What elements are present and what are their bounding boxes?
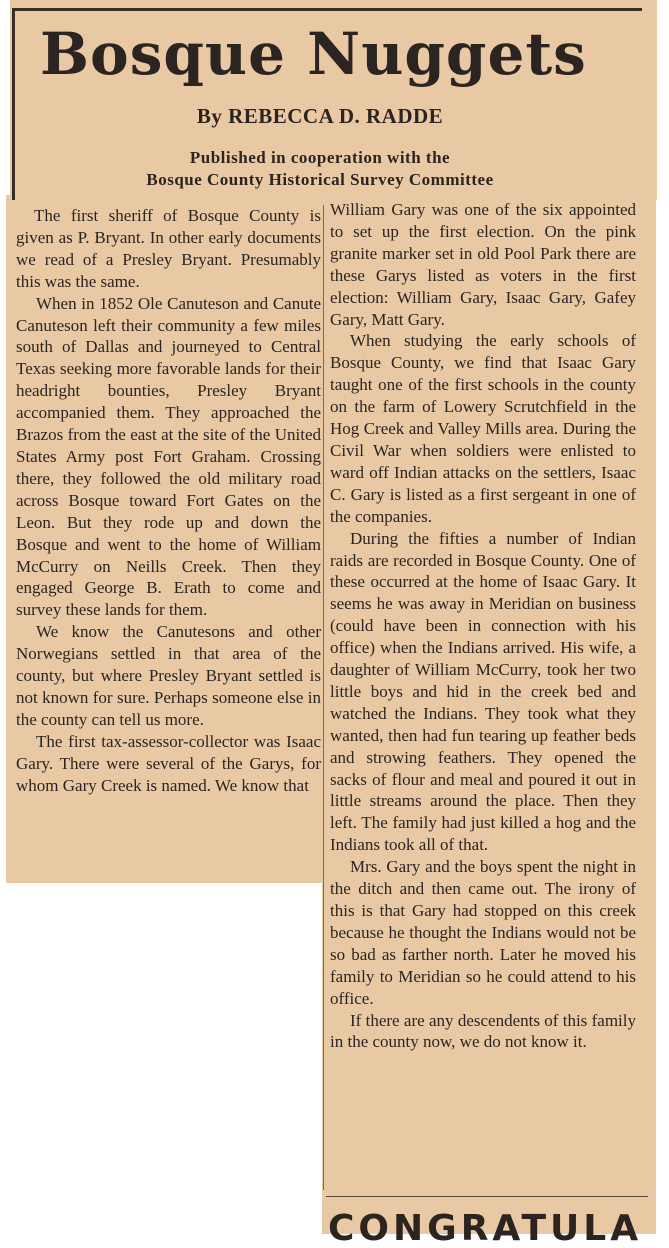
paragraph: The first tax-assessor-collector was Isaac Gary. There were several of the Garys, for whom Gary Creek is named. We know that	[16, 731, 321, 795]
paragraph: During the fifties a number of Indian raids are recorded in Bosque County. One of these occurred at the home of Isaac Gary. It seems he was away in Meridian on business (could have been in connection with his office) when the Indians arrived. His wife, a daughter of William McCurry, took her two little boys and hid in the creek bed and watched the Indians. They took what they wanted, then had fun tearing up feather beds and strowing feathers. They opened the sacks of flour and meal and poured it out in little streams around the place. Then they left. The family had just killed a hog and the Indians took all of that.	[330, 528, 636, 855]
bottom-rule	[326, 1196, 648, 1197]
masthead-title: Bosque Nuggets	[40, 20, 587, 88]
byline: By REBECCA D. RADDE	[196, 104, 444, 128]
paragraph: The first sheriff of Bosque County is given as P. Bryant. In other early documents we read of a Presley Bryant. Presumably this was the same.	[16, 206, 321, 291]
cooperation-line-2: Bosque County Historical Survey Committee	[146, 170, 494, 189]
paragraph: When studying the early schools of Bosque County, we find that Isaac Gary taught one of the first schools in the county on the farm of Lowery Scrutchfield in the Hog Creek and Valley Mills area. During the Civil War when soldiers were enlisted to ward off Indian attacks on the settlers, Isaac C. Gary is listed as a first sergeant in one of the companies.	[330, 331, 636, 526]
paragraph: Mrs. Gary and the boys spent the night in the ditch and then came out. The irony of this is that Gary had stopped on this creek because he thought the Indians would not be so bad as farther north. Later he moved his family to Meridian so he could attend to his office.	[330, 857, 636, 1008]
paragraph: We know the Canutesons and other Norwegians settled in that area of the county, but where Presley Bryant settled is not known for sure. Perhaps someone else in the county can tell us more.	[16, 622, 321, 729]
next-article-heading-fragment: CONGRATULA	[328, 1208, 643, 1248]
article-left-column	[16, 205, 321, 796]
cooperation-line-1: Published in cooperation with the	[189, 148, 451, 167]
paragraph: If there are any descendents of this family in the county now, we do not know it.	[330, 1010, 636, 1052]
column-divider	[323, 205, 324, 1190]
article-right-column	[330, 199, 636, 1053]
paragraph: When in 1852 Ole Canuteson and Canute Canuteson left their community a few miles south of Dallas and journeyed to Central Texas seeking more favorable lands for their headright bounties, Presley Bryant accompanied them. They approached the Brazos from the east at the site of the United States Army post Fort Graham. Crossing there, they followed the old military road across Bosque toward Fort Gates on the Leon. But they rode up and down the Bosque and went to the home of William McCurry on Neills Creek. Then they engaged George B. Erath to come and survey these lands for them.	[16, 293, 321, 620]
masthead-top-rule	[12, 8, 642, 11]
paragraph: William Gary was one of the six appointed to set up the first election. On the pink granite marker set in old Pool Park there are these Garys listed as voters in the first election: William Gary, Isaac Gary, Gafey Gary, Matt Gary.	[330, 200, 636, 329]
